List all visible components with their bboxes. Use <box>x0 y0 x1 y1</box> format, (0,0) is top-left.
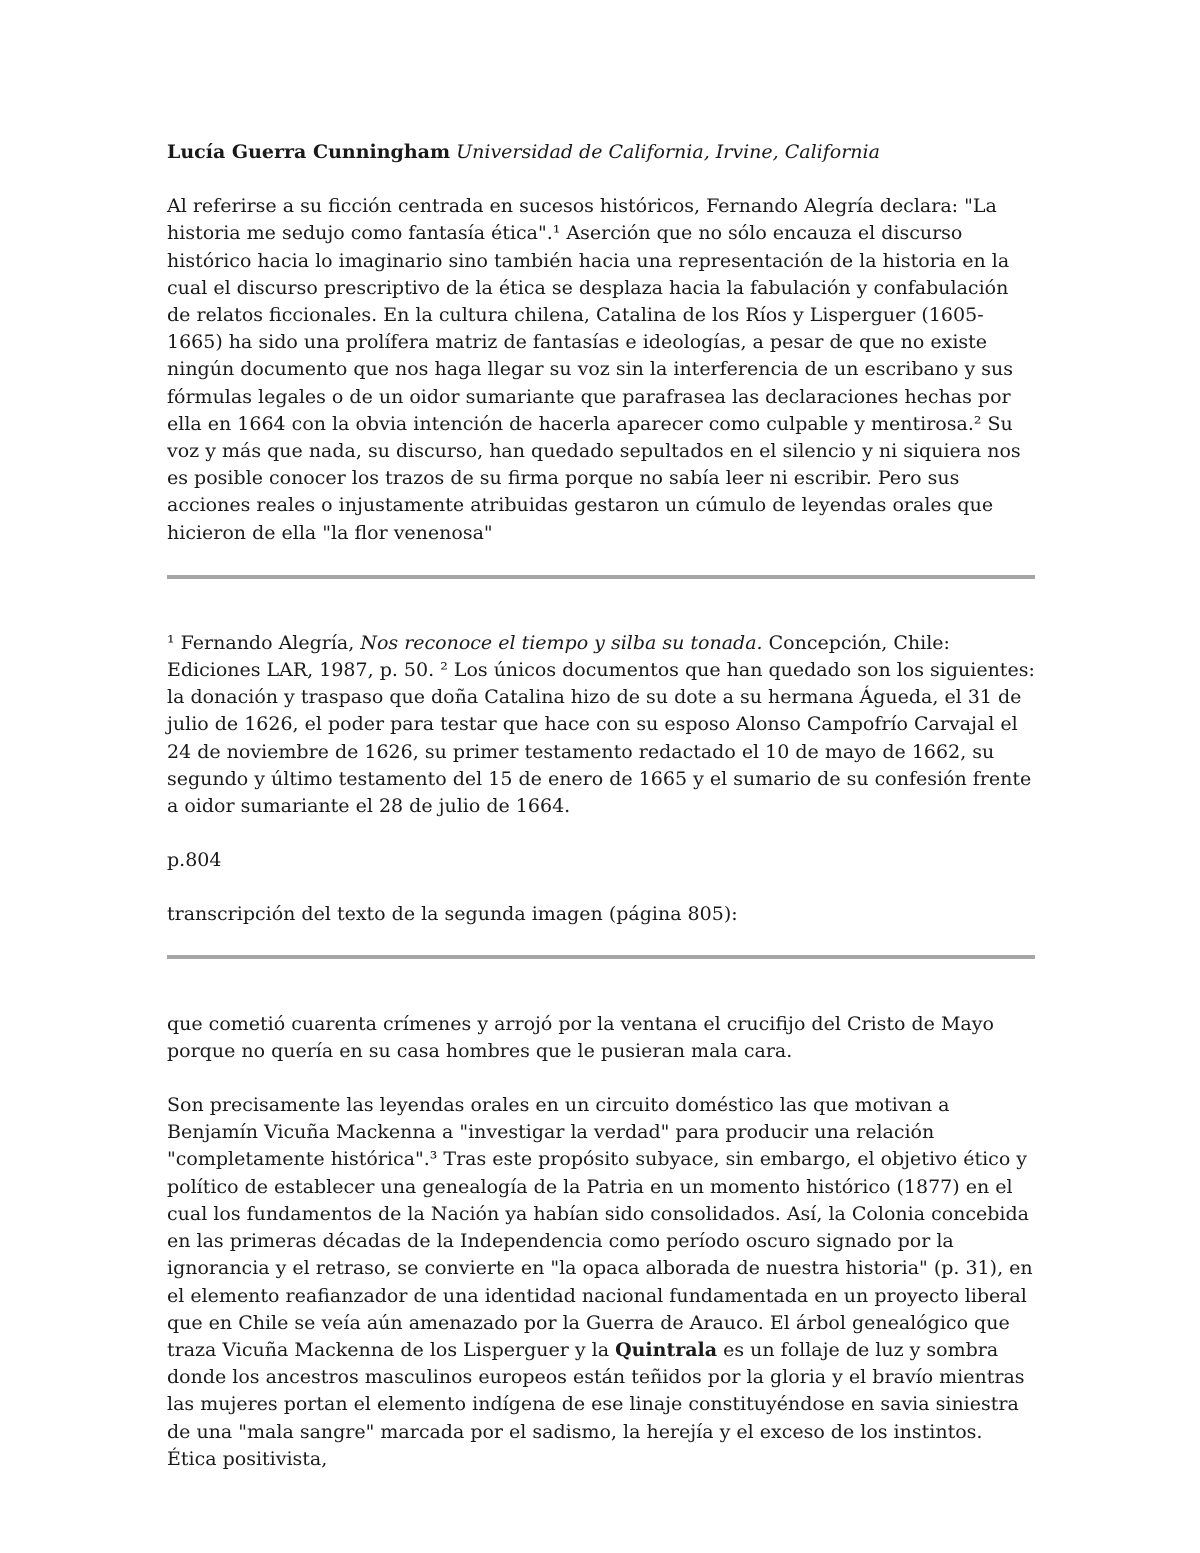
paragraph-main-end: es un follaje de luz y sombra donde los ancestros masculinos europeos están teñidos por la gloria y el bravío mientras las mujeres portan el elemento indígena de ese linaje constituyéndose en savia siniestra de una "mala sangre" marcada por el sadismo, la herejía y el exceso de los instintos. Ética positivista, <box>167 1338 1025 1470</box>
footnote-1-title: Nos reconoce el tiempo y silba su tonada. <box>360 631 763 654</box>
quintrala-bold-term: Quintrala <box>615 1338 718 1361</box>
footnote-1-rest: Concepción, Chile: Ediciones LAR, 1987, p. 50. ² Los únicos documentos que han quedado son los siguientes: la donación y traspaso que doña Catalina hizo de su dote a su hermana Águeda, el 31 de julio de 1626, el poder para testar que hace con su esposo Alonso Campofrío Carvajal el 24 de noviembre de 1626, su primer testamento redactado el 10 de mayo de 1662, su segundo y último testamento del 15 de enero de 1665 y el sumario de su confesión frente a oidor sumariante el 28 de julio de 1664. <box>167 631 1035 818</box>
paragraph-main-start: Son precisamente las leyendas orales en un circuito doméstico las que motivan a Benjamín Vicuña Mackenna a "investigar la verdad" para producir una relación "completamente histórica".³ Tras este propósito subyace, sin embargo, el objetivo ético y político de establecer una genealogía de la Patria en un momento histórico (1877) en el cual los fundamentos de la Nación ya habían sido consolidados. Así, la Colonia concebida en las primeras décadas de la Independencia como período oscuro signado por la ignorancia y el retraso, se convierte en "la opaca alborada de nuestra historia" (p. 31), en el elemento reafianzador de una identidad nacional fundamentada en un proyecto liberal que en Chile se veía aún amenazado por la Guerra de Arauco. El árbol genealógico que traza Vicuña Mackenna de los Lisperguer y la <box>167 1094 1033 1361</box>
horizontal-rule <box>167 575 1035 579</box>
author-name: Lucía Guerra Cunningham <box>167 141 451 163</box>
author-affiliation: Universidad de California, Irvine, California <box>456 141 880 163</box>
transcription-note: transcripción del texto de la segunda imagen (página 805): <box>167 903 738 926</box>
paragraph-continuation: que cometió cuarenta crímenes y arrojó por la ventana el crucifijo del Cristo de Mayo porque no quería en su casa hombres que le pusieran mala cara. <box>167 1012 994 1062</box>
document-page <box>167 139 1035 1473</box>
paragraph-intro: Al referirse a su ficción centrada en sucesos históricos, Fernando Alegría declara: "La historia me sedujo como fantasía ética".¹ Aserción que no sólo encauza el discurso histórico hacia lo imaginario sino también hacia una representación de la historia en la cual el discurso prescriptivo de la ética se desplaza hacia la fabulación y confabulación de relatos ficcionales. En la cultura chilena, Catalina de los Ríos y Lisperguer (1605-1665) ha sido una prolífera matriz de fantasías e ideologías, a pesar de que no existe ningún documento que nos haga llegar su voz sin la interferencia de un escribano y sus fórmulas legales o de un oidor sumariante que parafrasea las declaraciones hechas por ella en 1664 con la obvia intención de hacerla aparecer como culpable y mentirosa.² Su voz y más que nada, su discurso, han quedado sepultados en el silencio y ni siquiera nos es posible conocer los trazos de su firma porque no sabía leer ni escribir. Pero sus acciones reales o injustamente atribuidas gestaron un cúmulo de leyendas orales que hicieron de ella "la flor venenosa" <box>167 195 1021 544</box>
footnotes <box>167 630 1035 820</box>
paragraph-main <box>167 1092 1035 1473</box>
footnote-1-prefix: ¹ Fernando Alegría, <box>167 631 361 654</box>
horizontal-rule <box>167 955 1035 959</box>
page-number: p.804 <box>167 849 222 872</box>
author-line <box>167 139 1035 166</box>
